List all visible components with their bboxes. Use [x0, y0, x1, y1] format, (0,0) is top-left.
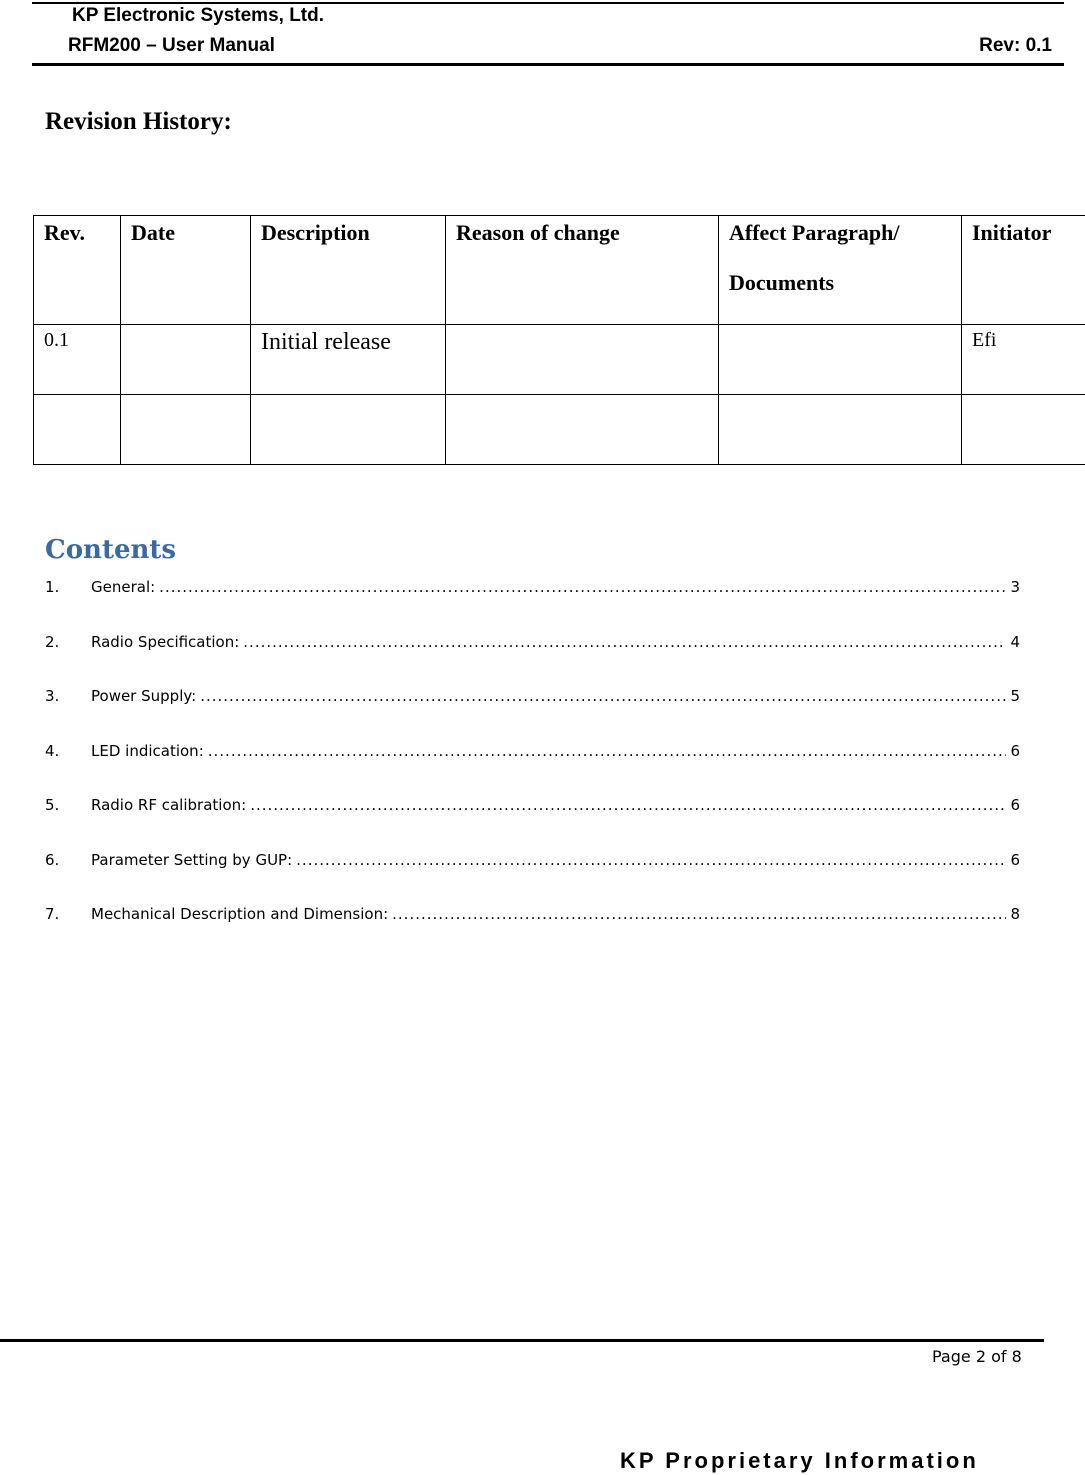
- col-affect-line2: Documents: [729, 270, 835, 295]
- cell-affect: [719, 395, 962, 465]
- col-affect-line1: Affect Paragraph/: [729, 220, 900, 245]
- toc-leader: [392, 905, 1006, 923]
- toc-entry-mechanical-description[interactable]: [45, 905, 1020, 960]
- toc-page: 3: [1010, 578, 1020, 596]
- header-top-rule: [32, 2, 1064, 4]
- toc-leader: [296, 851, 1006, 869]
- cell-initiator: Efi: [962, 325, 1085, 395]
- cell-rev: 0.1: [34, 325, 121, 395]
- toc-label: Mechanical Description and Dimension:: [91, 905, 389, 923]
- toc-label: Radio Specification:: [91, 632, 240, 651]
- col-initiator: Initiator: [962, 216, 1085, 325]
- cell-reason: [446, 395, 719, 465]
- toc-entry-parameter-setting[interactable]: [45, 851, 1020, 906]
- toc-leader: [200, 687, 1006, 705]
- toc-label: Radio RF calibration:: [91, 796, 247, 814]
- toc-leader: [159, 578, 1006, 596]
- toc-number: 7.: [45, 905, 60, 923]
- table-row: [34, 395, 1085, 465]
- cell-initiator: [962, 395, 1085, 465]
- table-row: [34, 325, 1085, 395]
- cell-date: [121, 325, 251, 395]
- toc-entry-led-indication[interactable]: [45, 742, 1020, 797]
- toc-entry-radio-rf-calibration[interactable]: [45, 796, 1020, 851]
- col-date: Date: [121, 216, 251, 325]
- footer-page-number: Page 2 of 8: [932, 1347, 1022, 1366]
- col-description: Description: [251, 216, 446, 325]
- cell-rev: [34, 395, 121, 465]
- toc-number: 2.: [45, 632, 60, 651]
- toc-label: LED indication:: [91, 741, 204, 760]
- toc-leader: [208, 742, 1007, 760]
- toc-page: 6: [1010, 796, 1020, 814]
- toc-entry-power-supply[interactable]: [45, 687, 1020, 742]
- toc-label: Power Supply:: [91, 687, 197, 705]
- toc-page: 5: [1010, 687, 1020, 705]
- toc-page: 8: [1010, 905, 1020, 923]
- footer-rule: [0, 1339, 1044, 1342]
- toc-number: 4.: [45, 741, 60, 760]
- col-rev: Rev.: [34, 216, 121, 325]
- revision-history-table: [33, 215, 1085, 465]
- revision-history-title: Revision History:: [45, 108, 232, 135]
- toc-label: Parameter Setting by GUP:: [91, 850, 293, 869]
- toc-page: 4: [1010, 632, 1020, 651]
- table-of-contents: [45, 578, 1020, 960]
- toc-number: 3.: [45, 687, 60, 705]
- header-revision: Rev: 0.1: [979, 35, 1052, 56]
- toc-number: 6.: [45, 850, 60, 869]
- toc-entry-radio-specification[interactable]: [45, 633, 1020, 688]
- cell-date: [121, 395, 251, 465]
- toc-label: General:: [91, 578, 156, 596]
- footer-proprietary: KP Proprietary Information: [620, 1448, 979, 1473]
- header-manual-title: RFM200 – User Manual: [68, 35, 275, 56]
- col-affect: [719, 216, 962, 325]
- toc-page: 6: [1010, 850, 1020, 869]
- cell-reason: [446, 325, 719, 395]
- contents-title: Contents: [45, 535, 177, 565]
- toc-number: 1.: [45, 578, 60, 596]
- toc-leader: [243, 633, 1006, 651]
- toc-entry-general[interactable]: [45, 578, 1020, 633]
- col-reason: Reason of change: [446, 216, 719, 325]
- toc-number: 5.: [45, 796, 60, 814]
- table-header-row: [34, 216, 1085, 325]
- toc-page: 6: [1010, 741, 1020, 760]
- cell-description: Initial release: [251, 325, 446, 395]
- cell-description: [251, 395, 446, 465]
- header-company: KP Electronic Systems, Ltd.: [72, 5, 325, 26]
- header-rule: [32, 63, 1064, 66]
- cell-affect: [719, 325, 962, 395]
- toc-leader: [250, 796, 1006, 814]
